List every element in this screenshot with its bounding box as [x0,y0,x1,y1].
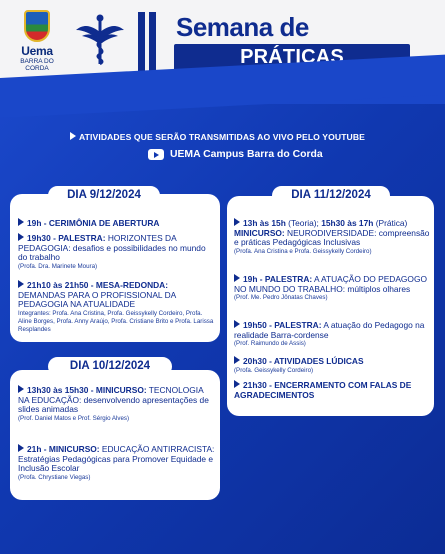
event-ludicas [234,356,430,375]
event-title: 13h30 às 15h30 - MINICURSO: [27,385,147,395]
event-desc: TECNOLOGIA NA EDUCAÇÃO: desenvolvendo apresentações de slides animadas [18,385,209,415]
event-encerramento [234,380,430,400]
arrow-icon [18,218,24,226]
arrow-icon [234,320,240,328]
arrow-icon [234,380,240,388]
arrow-icon [234,218,240,226]
event-title-2: 15h30 às 17h [321,218,374,228]
event-desc: EDUCAÇÃO ANTIRRACISTA: Estratégias Pedagógicas para Promover Equidade e Inclusão Escolar [18,444,215,474]
arrow-icon [18,444,24,452]
logo-subtitle-1: BARRA DO [20,58,54,65]
youtube-channel [148,149,323,160]
uema-logo [14,10,60,74]
youtube-icon [148,149,164,160]
event-desc: A ATUAÇÃO DO PEDAGOGO NO MUNDO DO TRABALHO: múltiplos olhares [234,274,427,294]
event-people: (Profa. Dra. Marinete Moura) [18,262,98,270]
logo-name: Uema [21,44,53,58]
event-minicurso-tecnologia [18,385,216,423]
event-desc: HORIZONTES DA PEDAGOGIA: desafios e possibilidades no mundo do trabalho [18,233,206,263]
event-people: (Profa. Ana Cristina e Profa. Geissykelly Cordeiro) [234,247,372,255]
arrow-icon [70,132,76,140]
event-people: (Prof. Daniel Matos e Prof. Sérgio Alves) [18,414,130,422]
event-desc-2: (Prática) [373,218,408,228]
arrow-icon [18,280,24,288]
event-opening [18,218,214,229]
event-people: (Profa. Geissykelly Cordeiro) [234,366,314,374]
event-minicurso-neurodiversidade [234,218,430,256]
event-title: 21h10 às 21h50 - MESA-REDONDA: [27,280,169,290]
event-title: 21h30 - ENCERRAMENTO COM FALAS DE AGRADECIMENTOS [234,380,412,400]
event-title: 21h - MINICURSO: [27,444,100,454]
event-title-3: MINICURSO: [234,227,285,238]
event-title: 19h - CERIMÔNIA DE ABERTURA [27,218,160,228]
logo-subtitle-2: CORDA [25,65,49,72]
event-desc-3: NEURODIVERSIDADE: compreensão e práticas Pedagógicas Inclusivas [234,227,430,248]
event-lecture-horizontes [18,233,216,271]
arrow-icon [18,233,24,241]
event-title: 13h às 15h [243,218,286,228]
live-notice [70,132,365,142]
event-roundtable [18,280,216,334]
event-people: (Prof. Raimundo de Assis) [234,340,306,348]
arrow-icon [234,274,240,282]
uema-shield-icon [24,10,50,42]
title-bar-left [138,12,145,72]
arrow-icon [18,385,24,393]
event-minicurso-antirracista [18,444,216,482]
event-lecture-barra-cordense [234,320,430,348]
pedagogy-caduceus-icon [72,12,128,68]
event-desc: A atuação do Pedagogo na realidade Barra-cordense [234,320,425,340]
live-text: ATIVIDADES QUE SERÃO TRANSMITIDAS AO VIVO PELO YOUTUBE [79,132,365,142]
arrow-icon [234,356,240,364]
event-people: (Prof. Me. Pedro Jônatas Chaves) [234,294,328,302]
event-title: 19h30 - PALESTRA: [27,233,106,243]
event-title: 19h50 - PALESTRA: [243,320,322,330]
title-line-2: PRÁTICAS [174,44,410,71]
channel-name: UEMA Campus Barra do Corda [170,149,323,160]
day-label-11: DIA 11/12/2024 [272,186,390,205]
title-bar-right [149,12,156,72]
day-label-10: DIA 10/12/2024 [48,357,172,376]
event-lecture-atuacao [234,274,430,302]
event-people: Integrantes: Profa. Ana Cristina, Profa. Geissykelly Cordeiro, Profa. Aline Borges, Profa. Anny Araújo, Profa. Cristiane Brito e Profa. Larissa Resplandes [18,309,214,333]
event-desc: DEMANDAS PARA O PROFISSIONAL DA PEDAGOGIA NA ATUALIDADE [18,289,176,310]
event-title: 20h30 - ATIVIDADES LÚDICAS [243,356,364,366]
event-desc: (Teoria); [285,218,322,228]
title-line-1: Semana de [176,12,309,42]
event-title: 19h - PALESTRA: [243,274,313,284]
day-label-9: DIA 9/12/2024 [48,186,160,205]
event-people: (Profa. Chrystiane Viegas) [18,473,91,481]
